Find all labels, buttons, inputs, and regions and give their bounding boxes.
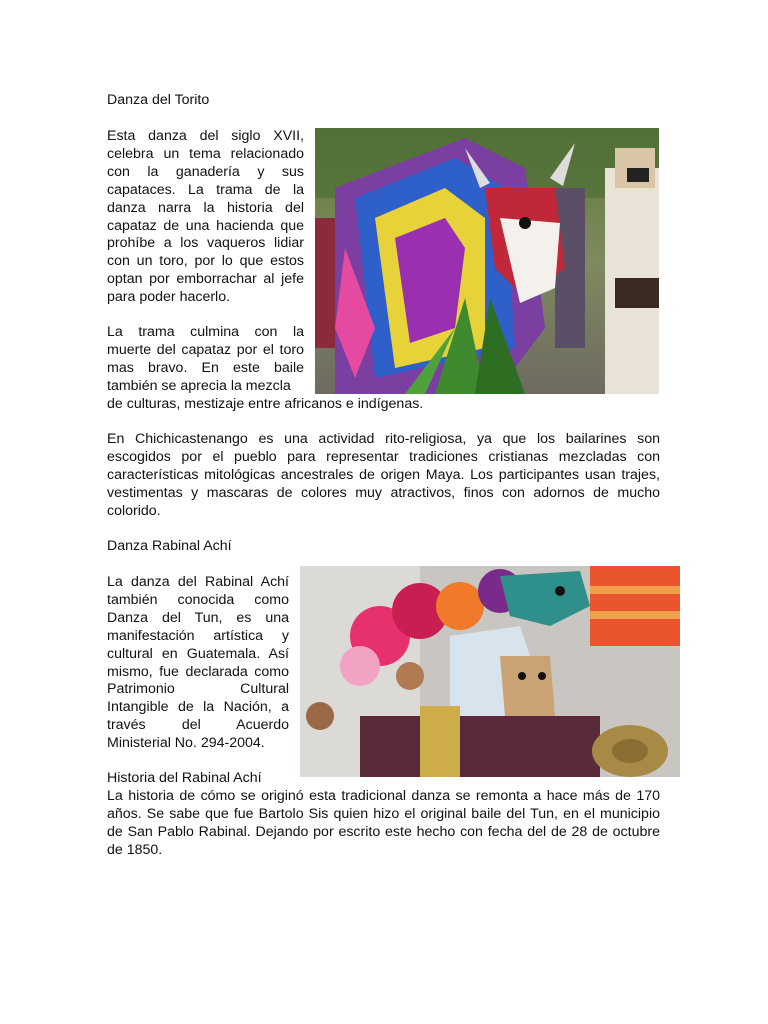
rabinal-dance-image: [300, 566, 680, 777]
torito-paragraph-2: La trama culmina con la muerte del capataz por el toro mas bravo. En este baile también se aprecia la mezcla: [107, 324, 304, 394]
torito-dance-image: [315, 128, 659, 394]
torito-paragraph-2-end: de culturas, mestizaje entre africanos e indígenas.: [107, 396, 424, 412]
section-title-rabinal: Danza Rabinal Achí: [107, 538, 232, 554]
rabinal-dance-photo: [300, 566, 680, 777]
section-title-torito: Danza del Torito: [107, 92, 210, 108]
section-title-historia: Historia del Rabinal Achí: [107, 770, 262, 786]
torito-dance-photo: [315, 128, 659, 394]
torito-paragraph-3: En Chichicastenango es una actividad rito-religiosa, ya que los bailarines son escogidos por el pueblo para representar tradiciones cristianas mezcladas con características mitológicas ancestrales de origen Maya. Los participantes usan trajes, vestimentas y mascaras de colores muy atractivos, finos con adornos de mucho colorido.: [107, 431, 660, 519]
rabinal-paragraph-1: La danza del Rabinal Achí también conocida como Danza del Tun, es una manifestación artística y cultural en Guatemala. Así mismo, fue declarada como Patrimonio Cultural Intangible de la Nación, a través del Acuerdo Ministerial No. 294-2004.: [107, 574, 289, 752]
historia-paragraph-1: La historia de cómo se originó esta tradicional danza se remonta a hace más de 170 años. Se sabe que fue Bartolo Sis quien hizo el original baile del Tun, en el municipio de San Pablo Rabinal. Dejando por escrito este hecho con fecha del de 28 de octubre de 1850.: [107, 788, 660, 858]
torito-paragraph-1: Esta danza del siglo XVII, celebra un tema relacionado con la ganadería y sus capataces. La trama de la danza narra la historia del capataz de una hacienda que prohíbe a los vaqueros lidiar con un toro, por lo que estos optan por emborrachar al jefe para poder hacerlo.: [107, 128, 304, 306]
